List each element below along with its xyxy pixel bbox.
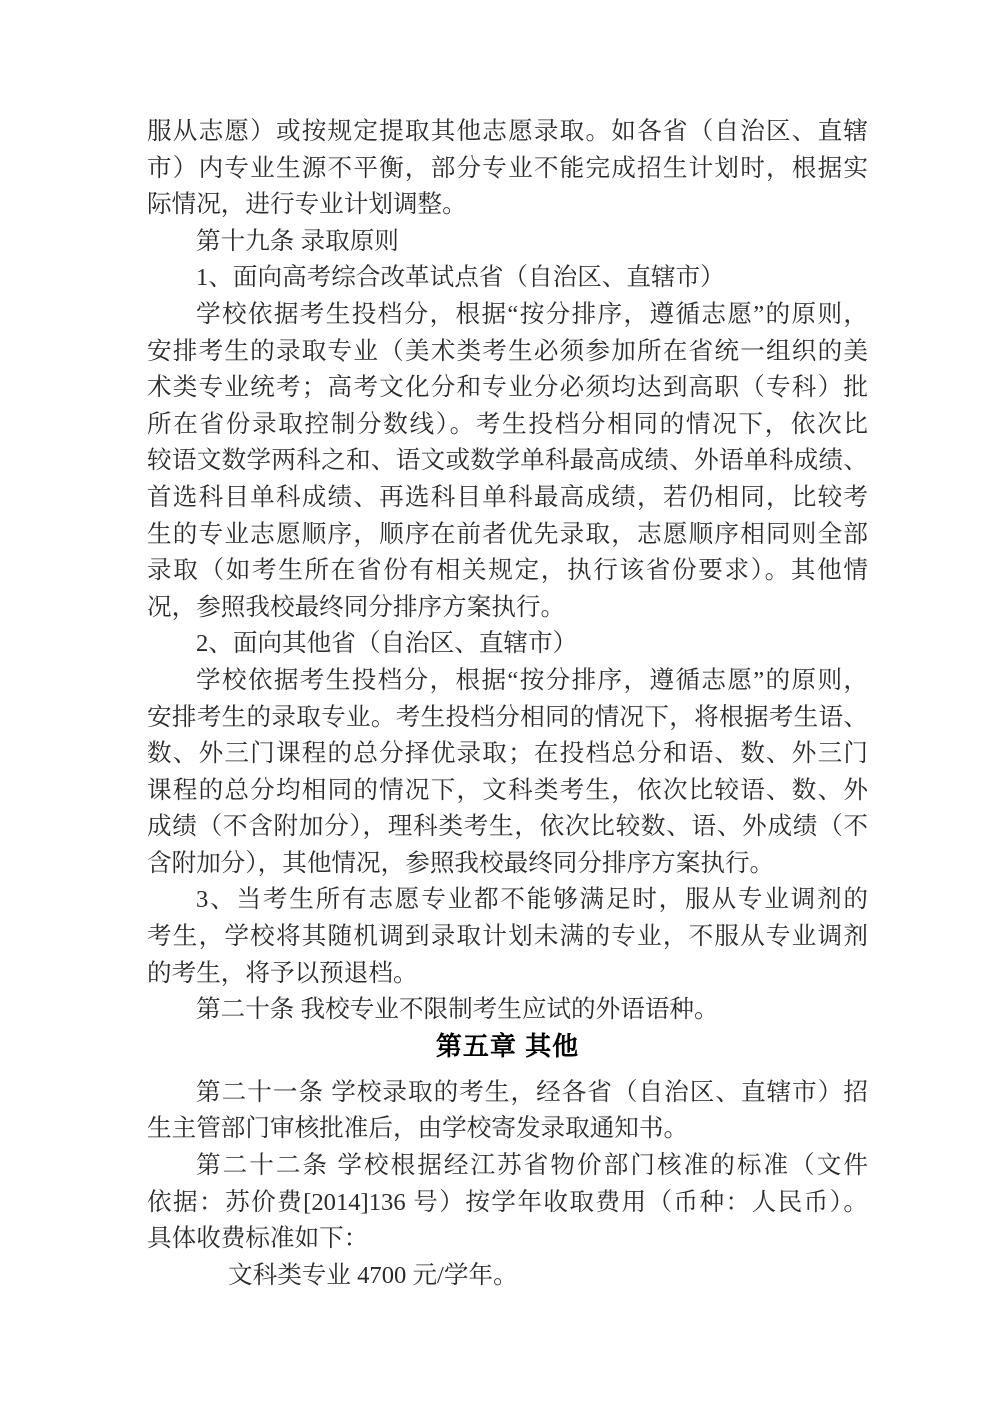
text-line: 生的专业志愿顺序，顺序在前者优先录取，志愿顺序相同则全部	[147, 520, 868, 548]
text-line: 考生，学校将其随机调到录取计划未满的专业，不服从专业调剂	[147, 923, 868, 951]
text-line: 依据：苏价费[2014]136 号）按学年收取费用（币种：人民币）。	[147, 1188, 868, 1216]
article-20-line: 第二十条 我校专业不限制考生应试的外语语种。	[196, 996, 719, 1024]
text-line: 录取（如考生所在省份有相关规定，执行该省份要求）。其他情	[147, 557, 868, 585]
text-line: 首选科目单科成绩、再选科目单科最高成绩，若仍相同，比较考	[147, 483, 868, 511]
text-line: 安排考生的录取专业（美术类考生必须参加所在省统一组织的美	[147, 337, 868, 365]
article-22-line: 第二十二条 学校根据经江苏省物价部门核准的标准（文件	[196, 1152, 868, 1180]
text-line: 的考生，将予以预退档。	[147, 959, 418, 987]
chapter-5-heading: 第五章 其他	[435, 1031, 580, 1062]
text-line: 况，参照我校最终同分排序方案执行。	[147, 593, 566, 621]
text-line: 所在省份录取控制分数线）。考生投档分相同的情况下，依次比	[147, 410, 868, 438]
list-item-1: 1、面向高考综合改革试点省（自治区、直辖市）	[196, 264, 725, 292]
text-line: 术类专业统考；高考文化分和专业分必须均达到高职（专科）批	[147, 374, 868, 402]
text-line: 具体收费标准如下：	[147, 1225, 369, 1253]
tuition-fee-line: 文科类专业 4700 元/学年。	[228, 1261, 518, 1289]
text-line: 学校依据考生投档分，根据“按分排序，遵循志愿”的原则，	[196, 666, 868, 694]
article-21-line: 第二十一条 学校录取的考生，经各省（自治区、直辖市）招	[196, 1078, 868, 1106]
text-line: 较语文数学两科之和、语文或数学单科最高成绩、外语单科成绩、	[147, 447, 868, 475]
text-line: 课程的总分均相同的情况下，文科类考生，依次比较语、数、外	[147, 776, 868, 804]
text-line: 生主管部门审核批准后，由学校寄发录取通知书。	[147, 1115, 689, 1143]
text-line: 成绩（不含附加分），理科类考生，依次比较数、语、外成绩（不	[147, 813, 868, 841]
text-line: 含附加分），其他情况，参照我校最终同分排序方案执行。	[147, 849, 775, 877]
text-line: 服从志愿）或按规定提取其他志愿录取。如各省（自治区、直辖	[147, 118, 868, 145]
text-line: 际情况，进行专业计划调整。	[147, 191, 467, 219]
text-line: 数、外三门课程的总分择优录取；在投档总分和语、数、外三门	[147, 740, 868, 768]
article-19-title: 第十九条 录取原则	[196, 227, 399, 255]
text-line: 学校依据考生投档分，根据“按分排序，遵循志愿”的原则，	[196, 300, 868, 328]
text-line: 市）内专业生源不平衡，部分专业不能完成招生计划时，根据实	[147, 154, 868, 182]
text-line: 安排考生的录取专业。考生投档分相同的情况下，将根据考生语、	[147, 703, 868, 731]
document-body	[147, 114, 868, 1294]
list-item-3: 3、当考生所有志愿专业都不能够满足时，服从专业调剂的	[196, 886, 868, 914]
list-item-2: 2、面向其他省（自治区、直辖市）	[196, 630, 578, 658]
